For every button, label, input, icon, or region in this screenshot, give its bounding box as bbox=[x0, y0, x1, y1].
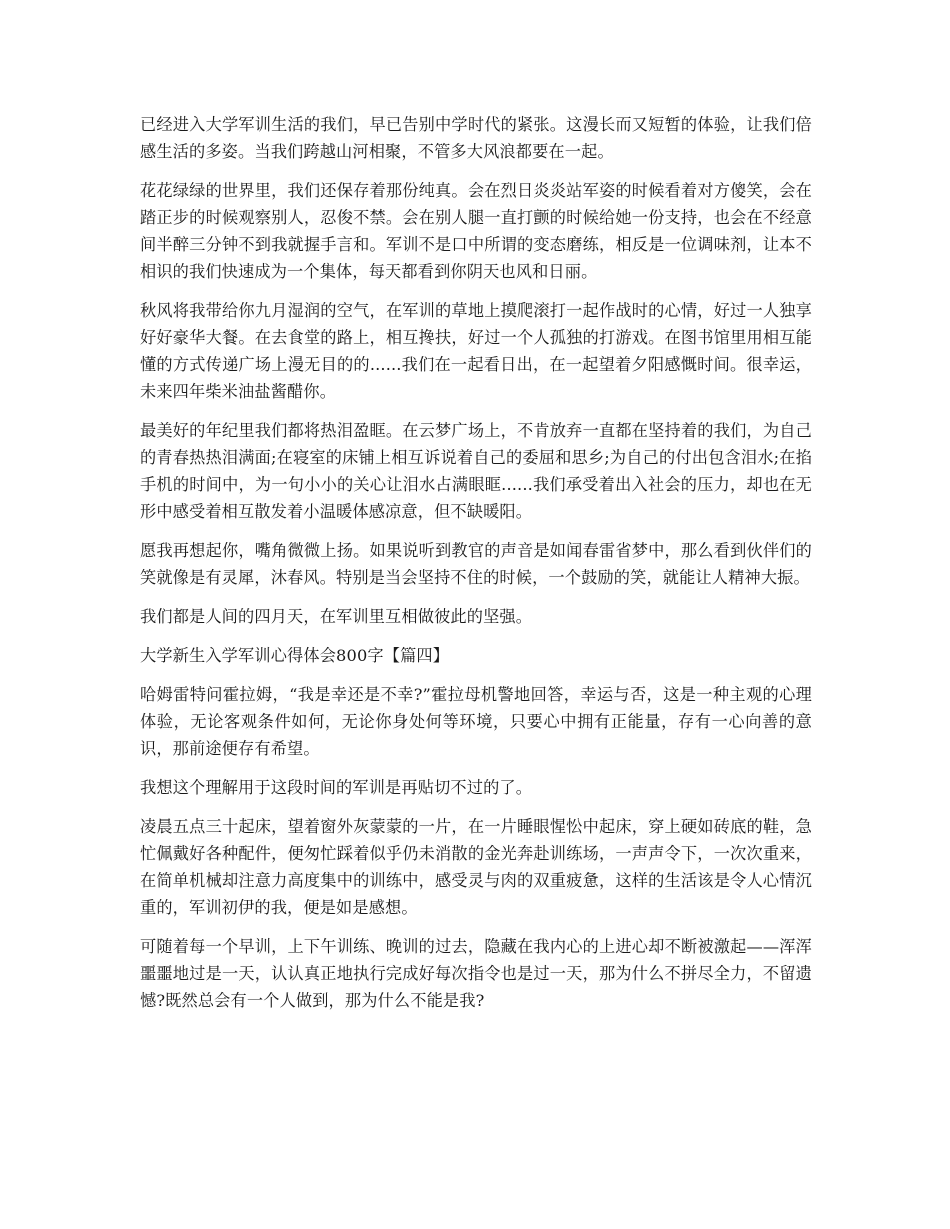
paragraph: 已经进入大学军训生活的我们，早已告别中学时代的紧张。这漫长而又短暂的体验，让我们倍感生活的多姿。当我们跨越山河相聚，不管多大风浪都要在一起。 bbox=[140, 115, 812, 161]
section-heading: 大学新生入学军训心得体会800字【篇四】 bbox=[140, 646, 450, 665]
paragraph: 可随着每一个早训，上下午训练、晚训的过去，隐藏在我内心的上进心却不断被激起——浑浑噩噩地过是一天，认认真正地执行完成好每次指令也是过一天，那为什么不拼尽全力，不留遗憾?既然总会有一个人做到，那为什么不能是我? bbox=[140, 937, 812, 1010]
document-body bbox=[140, 111, 812, 1026]
paragraph: 凌晨五点三十起床，望着窗外灰蒙蒙的一片，在一片睡眼惺忪中起床，穿上硬如砖底的鞋，急忙佩戴好各种配件，便匆忙踩着似乎仍未消散的金光奔赴训练场，一声声令下，一次次重来，在简单机械却注意力高度集中的训练中，感受灵与肉的双重疲惫，这样的生活该是令人心情沉重的，军训初伊的我，便是如是感想。 bbox=[140, 817, 812, 917]
paragraph: 我想这个理解用于这段时间的军训是再贴切不过的了。 bbox=[140, 778, 533, 797]
paragraph: 愿我再想起你，嘴角微微上扬。如果说听到教官的声音是如闻春雷省梦中，那么看到伙伴们的笑就像是有灵犀，沐春风。特别是当会坚持不住的时候，一个鼓励的笑，就能让人精神大振。 bbox=[140, 541, 812, 587]
paragraph: 秋风将我带给你九月湿润的空气，在军训的草地上摸爬滚打一起作战时的心情，好过一人独享好好豪华大餐。在去食堂的路上，相互搀扶，好过一个人孤独的打游戏。在图书馆里用相互能懂的方式传递广场上漫无目的的......我们在一起看日出，在一起望着夕阳感慨时间。很幸运，未来四年柴米油盐酱醋你。 bbox=[140, 301, 812, 401]
paragraph: 哈姆雷特问霍拉姆，“我是幸还是不幸?”霍拉母机警地回答，幸运与否，这是一种主观的心理体验，无论客观条件如何，无论你身处何等环境，只要心中拥有正能量，存有一心向善的意识，那前途便存有希望。 bbox=[140, 685, 812, 758]
paragraph: 我们都是人间的四月天，在军训里互相做彼此的坚强。 bbox=[140, 607, 533, 626]
paragraph: 最美好的年纪里我们都将热泪盈眶。在云梦广场上，不肯放弃一直都在坚持着的我们，为自己的青春热热泪满面;在寝室的床铺上相互诉说着自己的委屈和思乡;为自己的付出包含泪水;在掐手机的时间中，为一句小小的关心让泪水占满眼眶......我们承受着出入社会的压力，却也在无形中感受着相互散发着小温暖体感凉意，但不缺暖阳。 bbox=[140, 421, 812, 521]
paragraph: 花花绿绿的世界里，我们还保存着那份纯真。会在烈日炎炎站军姿的时候看着对方傻笑，会在踏正步的时候观察别人，忍俊不禁。会在别人腿一直打颤的时候给她一份支持，也会在不经意间半醉三分钟不到我就握手言和。军训不是口中所谓的变态磨练，相反是一位调味剂，让本不相识的我们快速成为一个集体，每天都看到你阴天也风和日丽。 bbox=[140, 181, 812, 281]
